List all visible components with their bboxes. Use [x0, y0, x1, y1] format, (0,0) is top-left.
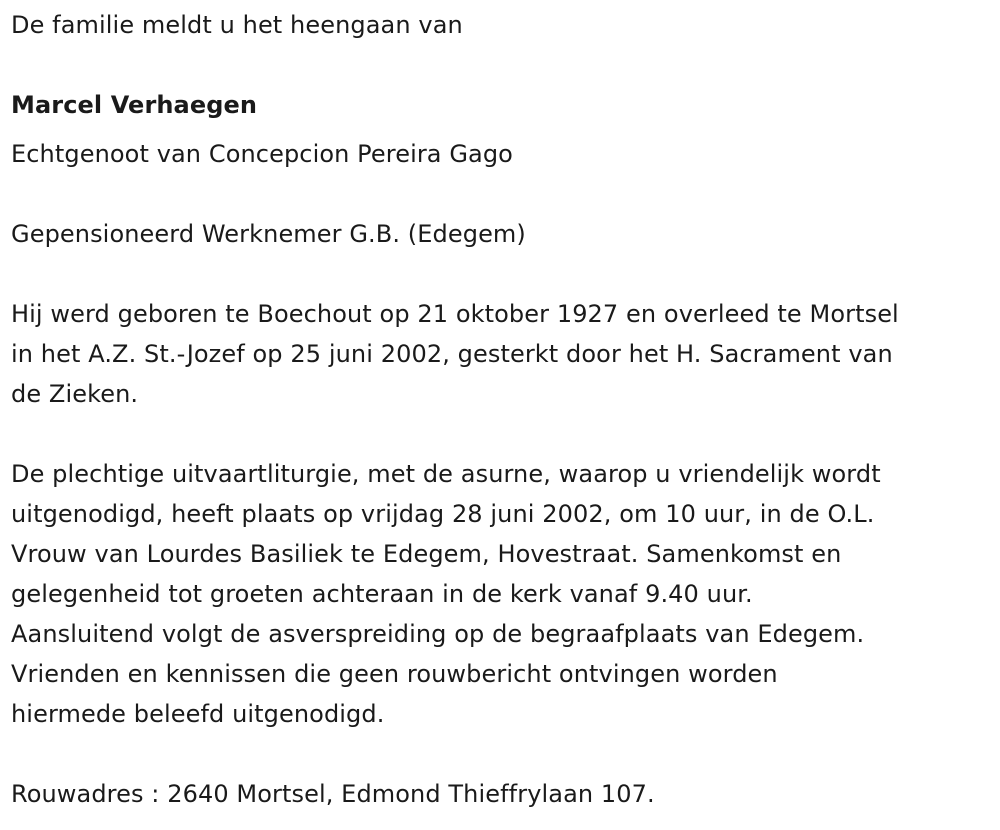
birth-death-line-2: in het A.Z. St.-Jozef op 25 juni 2002, gesterkt door het H. Sacrament van: [11, 340, 893, 368]
address-text: Rouwadres : 2640 Mortsel, Edmond Thieffrylaan 107.: [11, 780, 655, 808]
funeral-line-4: gelegenheid tot groeten achteraan in de kerk vanaf 9.40 uur.: [11, 580, 753, 608]
funeral-line-6: Vrienden en kennissen die geen rouwbericht ontvingen worden: [11, 660, 778, 688]
occupation-text: Gepensioneerd Werknemer G.B. (Edegem): [11, 220, 526, 248]
spouse-text: Echtgenoot van Concepcion Pereira Gago: [11, 140, 513, 168]
intro-text: De familie meldt u het heengaan van: [11, 11, 463, 39]
funeral-line-7: hiermede beleefd uitgenodigd.: [11, 700, 385, 728]
birth-death-line-1: Hij werd geboren te Boechout op 21 oktober 1927 en overleed te Mortsel: [11, 300, 899, 328]
funeral-line-3: Vrouw van Lourdes Basiliek te Edegem, Hovestraat. Samenkomst en: [11, 540, 842, 568]
deceased-name: Marcel Verhaegen: [11, 91, 258, 119]
birth-death-line-3: de Zieken.: [11, 380, 139, 408]
funeral-line-2: uitgenodigd, heeft plaats op vrijdag 28 juni 2002, om 10 uur, in de O.L.: [11, 500, 875, 528]
funeral-line-1: De plechtige uitvaartliturgie, met de asurne, waarop u vriendelijk wordt: [11, 460, 881, 488]
funeral-line-5: Aansluitend volgt de asverspreiding op de begraafplaats van Edegem.: [11, 620, 865, 648]
